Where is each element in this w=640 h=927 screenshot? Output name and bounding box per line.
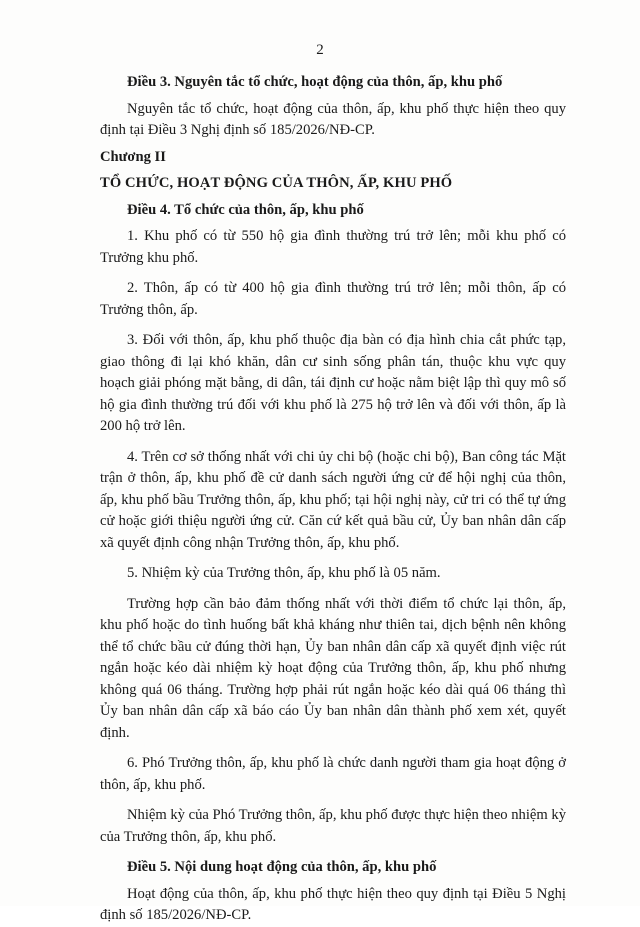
article-3-heading: Điều 3. Nguyên tắc tổ chức, hoạt động của thôn, ấp, khu phố (127, 74, 503, 90)
article-3-body: Nguyên tắc tổ chức, hoạt động của thôn, ấp, khu phố thực hiện theo quy định tại Điều 3 Nghị định số 185/2026/NĐ-CP. (100, 100, 566, 138)
article-4-clause-5: 5. Nhiệm kỳ của Trưởng thôn, ấp, khu phố là 05 năm. (127, 565, 441, 581)
article-4-clause-6-detail: Nhiệm kỳ của Phó Trưởng thôn, ấp, khu phố được thực hiện theo nhiệm kỳ của Trưởng thôn, ấp, khu phố. (100, 807, 566, 845)
article-5-body: Hoạt động của thôn, ấp, khu phố thực hiện theo quy định tại Điều 5 Nghị định số 185/2026/NĐ-CP. (100, 885, 566, 923)
article-4-heading: Điều 4. Tổ chức của thôn, ấp, khu phố (127, 201, 364, 218)
document-body (100, 72, 566, 927)
chapter-number: Chương II (100, 148, 166, 165)
article-5-heading: Điều 5. Nội dung hoạt động của thôn, ấp, khu phố (127, 859, 437, 875)
article-4-clause-2: 2. Thôn, ấp có từ 400 hộ gia đình thường trú trở lên; mỗi thôn, ấp có Trưởng thôn, ấp. (100, 280, 566, 318)
chapter-title: TỔ CHỨC, HOẠT ĐỘNG CỦA THÔN, ẤP, KHU PHỐ (100, 175, 453, 191)
article-4-clause-4: 4. Trên cơ sở thống nhất với chi ủy chi bộ (hoặc chi bộ), Ban công tác Mặt trận ở thôn, ấp, khu phố đề cử danh sách người ứng cử để hội nghị của thôn, ấp, khu phố bầu Trưởng thôn, ấp, khu phố; tại hội nghị này, cử tri có thể tự ứng cử hoặc giới thiệu người ứng cử. Căn cứ kết quả bầu cử, Ủy ban nhân dân cấp xã quyết định công nhận Trưởng thôn, ấp, khu phố. (100, 448, 566, 551)
article-4-clause-6: 6. Phó Trưởng thôn, ấp, khu phố là chức danh người tham gia hoạt động ở thôn, ấp, khu phố. (100, 755, 566, 793)
page-number: 2 (316, 42, 324, 58)
article-4-clause-3: 3. Đối với thôn, ấp, khu phố thuộc địa bàn có địa hình chia cắt phức tạp, giao thông đi lại khó khăn, dân cư sinh sống phân tán, thuộc khu vực quy hoạch giải phóng mặt bằng, di dân, tái định cư hoặc nằm biệt lập thì quy mô số hộ gia đình thường trú đối với khu phố là 275 hộ trở lên và đối với thôn, ấp là 200 hộ trở lên. (100, 332, 566, 434)
article-4-clause-5-detail: Trường hợp cần bảo đảm thống nhất với thời điểm tổ chức lại thôn, ấp, khu phố hoặc do tình huống bất khả kháng như thiên tai, dịch bệnh nên không thể tổ chức bầu cử đúng thời hạn, Ủy ban nhân dân cấp xã quyết định việc rút ngắn hoặc kéo dài nhiệm kỳ hoạt động của Trưởng thôn, ấp, khu phố nhưng không quá 06 tháng. Trường hợp phải rút ngắn hoặc kéo dài quá 06 tháng thì Ủy ban nhân dân cấp xã báo cáo Ủy ban nhân dân thành phố xem xét, quyết định. (100, 595, 566, 741)
article-4-clause-1: 1. Khu phố có từ 550 hộ gia đình thường trú trở lên; mỗi khu phố có Trưởng khu phố. (100, 228, 566, 266)
